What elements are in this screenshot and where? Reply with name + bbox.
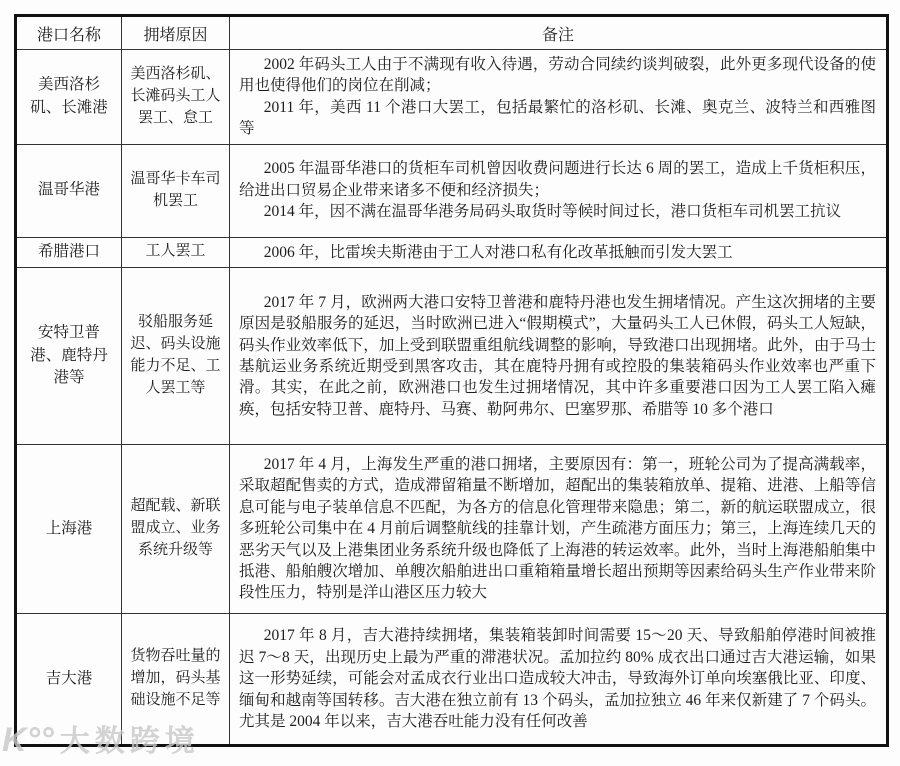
congestion-reason-cell: 工人罢工	[122, 237, 230, 267]
remarks-cell	[230, 267, 888, 444]
table-row	[16, 50, 888, 145]
remark-paragraph: 2006 年，比雷埃夫斯港由于工人对港口私有化改革抵触而引发大罢工	[263, 243, 733, 261]
remarks-cell	[230, 444, 888, 613]
watermark-logo-icon: K°°	[2, 721, 54, 759]
remark-paragraph: 2005 年温哥华港口的货柜车司机曾因收费问题进行长达 6 周的罢工，造成上千货柜积压，给进出口贸易企业带来诸多不便和经济损失；	[239, 160, 876, 199]
port-name-cell: 安特卫普港、鹿特丹港等	[16, 267, 122, 444]
port-name-cell: 上海港	[16, 444, 122, 613]
table-row	[16, 144, 888, 237]
table-row	[16, 613, 888, 745]
table-row	[16, 237, 888, 267]
port-name-cell: 希腊港口	[16, 237, 122, 267]
table-row	[16, 267, 888, 444]
congestion-reason-cell: 超配载、新联盟成立、业务系统升级等	[122, 444, 230, 613]
remarks-cell	[230, 613, 888, 745]
remarks-cell	[230, 50, 888, 145]
congestion-reason-cell: 货物吞吐量的增加，码头基础设施不足等	[122, 613, 230, 745]
remark-paragraph: 2017 年 7 月，欧洲两大港口安特卫普港和鹿特丹港也发生拥堵情况。产生这次拥堵的主要原因是驳船服务的延迟，当时欧洲已进入“假期模式”，大量码头工人已休假，码头工人短缺，码头作业效率低下，加上受到联盟重组航线调整的影响，导致港口出现拥堵。此外，由于马士基航运业务系统近期受到黑客攻击，其在鹿特丹拥有或控股的集装箱码头作业效率也严重下滑。其实，在此之前，欧洲港口也发生过拥堵情况，其中许多重要港口因为工人罢工陷入瘫痪，包括安特卫普、鹿特丹、马赛、勒阿弗尔、巴塞罗那、希腊等 10 多个港口	[239, 293, 876, 418]
header-port-name: 港口名称	[16, 16, 122, 50]
remarks-cell	[230, 144, 888, 237]
port-congestion-table	[14, 14, 889, 747]
port-name-cell: 温哥华港	[16, 144, 122, 237]
header-remarks: 备注	[230, 16, 888, 50]
table-row	[16, 444, 888, 613]
remark-paragraph: 2017 年 8 月，吉大港持续拥堵，集装箱装卸时间需要 15～20 天、导致船舶停港时间被推迟 7～8 天，出现历史上最为严重的滞港状况。孟加拉约 80% 成衣出口通过吉大港运输，如果这一形势延续，可能会对孟成衣行业出口造成较大冲击，导致海外订单向埃塞俄比亚、印度、缅甸和越南等国转移。吉大港在独立前有 13 个码头，孟加拉独立 46 年来仅新建了 7 个码头。尤其是 2004 年以来，吉大港吞吐能力没有任何改善	[239, 627, 876, 730]
remark-paragraph: 2014 年，因不满在温哥华港务局码头取货时等候时间过长，港口货柜车司机罢工抗议	[263, 203, 842, 221]
remarks-cell	[230, 237, 888, 267]
remark-paragraph: 2011 年，美西 11 个港口大罢工，包括最繁忙的洛杉矶、长滩、奥克兰、波特兰和西雅图等	[239, 98, 876, 138]
header-congestion-reason: 拥堵原因	[122, 16, 230, 50]
table-header-row	[16, 16, 888, 50]
congestion-reason-cell: 温哥华卡车司机罢工	[122, 144, 230, 237]
congestion-reason-cell: 驳船服务延迟、码头设施能力不足、工人罢工等	[122, 267, 230, 444]
remark-paragraph: 2002 年码头工人由于不满现有收入待遇，劳动合同续约谈判破裂，此外更多现代设备的使用也使得他们的岗位在削减；	[239, 56, 876, 95]
table-body	[16, 50, 888, 746]
congestion-reason-cell: 美西洛杉矶、长滩码头工人罢工、怠工	[122, 50, 230, 145]
port-name-cell: 美西洛杉矶、长滩港	[16, 50, 122, 145]
remark-paragraph: 2017 年 4 月，上海发生严重的港口拥堵，主要原因有：第一，班轮公司为了提高满载率，采取超配售卖的方式，造成滞留箱量不断增加，超配出的集装箱放单、提箱、进港、上船等信息可能与电子装单信息不匹配，为各方的信息化管理带来隐患；第二，新的航运联盟成立，很多班轮公司集中在 4 月前后调整航线的挂靠计划，产生疏港方面压力；第三，上海连续几天的恶劣天气以及上港集团业务系统升级也降低了上海港的转运效率。此外，当时上海港船舶集中抵港、船舶艘次增加、单艘次船舶进出口重箱箱量增长超出预期等因素给码头生产作业带来阶段性压力，特别是洋山港区压力较大	[239, 456, 876, 602]
port-name-cell: 吉大港	[16, 613, 122, 745]
watermark-text: 大数跨境	[59, 725, 200, 758]
